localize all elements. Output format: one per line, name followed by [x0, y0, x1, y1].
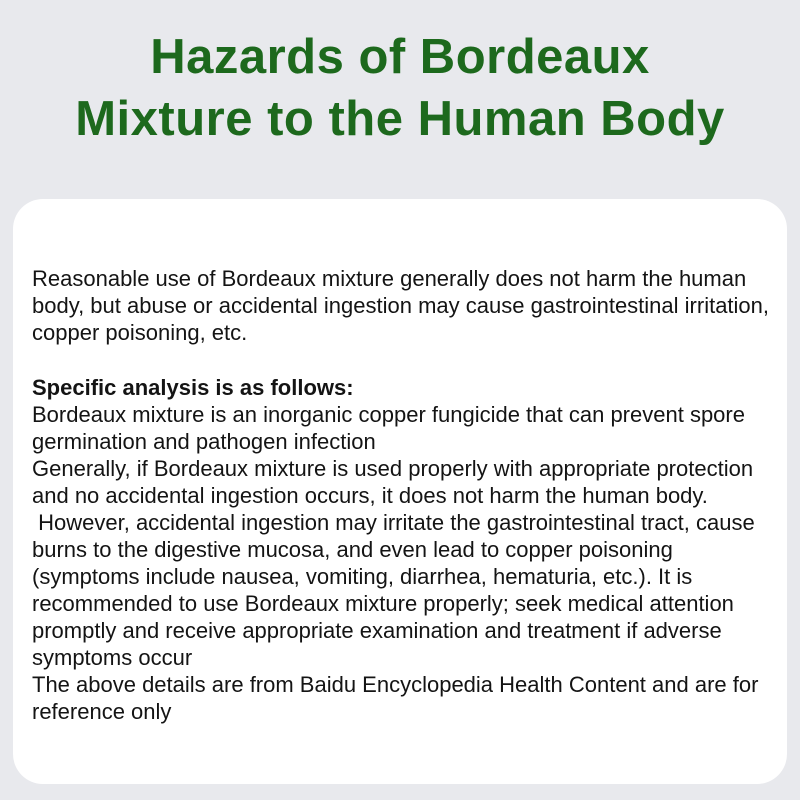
analysis-paragraph-3: However, accidental ingestion may irritate the gastrointestinal tract, cause burns to the digestive mucosa, and even lead to copper poisoning (symptoms include nausea, vomiting, diarrhea, hematuria, etc.). It is recommended to use Bordeaux mixture properly; seek medical attention promptly and receive appropriate examination and treatment if adverse symptoms occur — [32, 510, 761, 670]
analysis-paragraph-2: Generally, if Bordeaux mixture is used properly with appropriate protection and no accidental ingestion occurs, it does not harm the human body. — [32, 456, 760, 508]
source-note-paragraph: The above details are from Baidu Encyclopedia Health Content and are for reference only — [32, 672, 765, 724]
analysis-paragraph-1: Bordeaux mixture is an inorganic copper fungicide that can prevent spore germination and pathogen infection — [32, 402, 752, 454]
page-title-line-1: Hazards of Bordeaux — [150, 30, 650, 84]
analysis-heading: Specific analysis is as follows: — [32, 375, 354, 400]
page-title-line-2: Mixture to the Human Body — [75, 92, 725, 146]
page-title — [0, 26, 800, 150]
content-card — [13, 199, 787, 784]
intro-paragraph: Reasonable use of Bordeaux mixture generally does not harm the human body, but abuse or accidental ingestion may cause gastrointestinal irritation, copper poisoning, etc. — [32, 266, 776, 345]
